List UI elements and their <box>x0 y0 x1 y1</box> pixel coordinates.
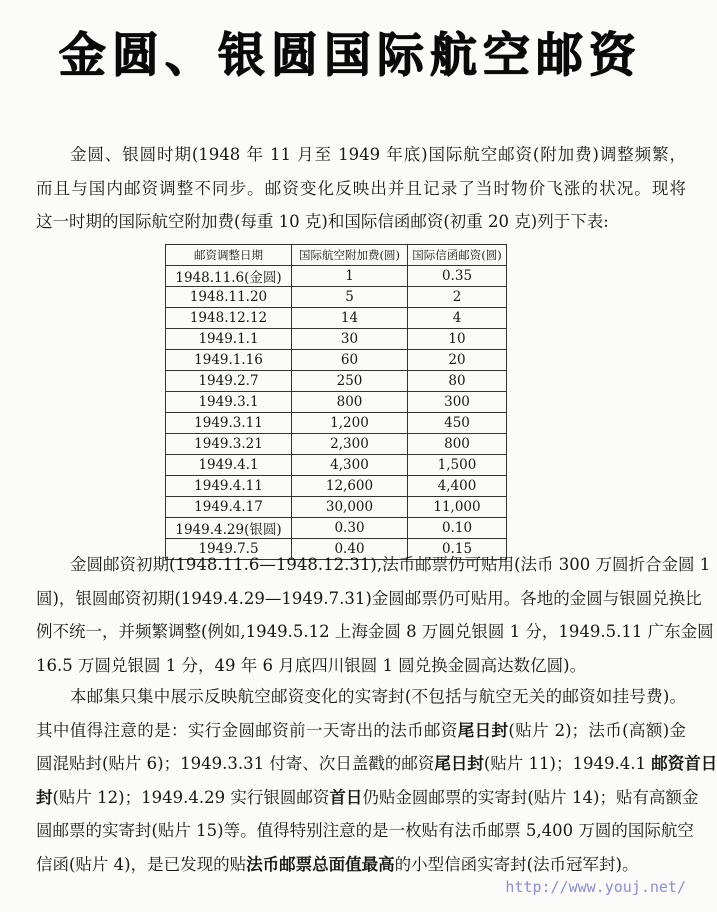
bold-emphasis: 邮资首日 <box>651 754 717 773</box>
text-line <box>36 781 699 815</box>
column-header: 国际航空附加费(圆) <box>292 245 408 266</box>
letter-rate-cell: 0.35 <box>408 266 507 287</box>
column-header: 邮资调整日期 <box>166 245 292 266</box>
letter-rate-cell: 2 <box>408 287 507 308</box>
airmail-surcharge-cell: 5 <box>292 287 408 308</box>
table-row <box>166 308 507 329</box>
airmail-surcharge-cell: 30 <box>292 329 408 350</box>
text-line <box>36 548 711 582</box>
text-line <box>36 814 694 848</box>
letter-rate-cell: 800 <box>408 434 507 455</box>
text-line <box>36 680 686 714</box>
text-line <box>36 747 717 781</box>
text-segment: 仍贴金圆邮票的实寄封(贴片 14)；贴有高额金 <box>362 787 699 807</box>
text-line <box>36 615 714 649</box>
text-segment: 而且与国内邮资调整不同步。邮资变化反映出并且记录了当时物价飞涨的状况。现将 <box>36 178 686 198</box>
table-row <box>166 392 507 413</box>
date-cell: 1949.4.1 <box>166 455 292 476</box>
letter-rate-cell: 450 <box>408 413 507 434</box>
exchange-paragraph <box>36 548 714 682</box>
bold-emphasis: 尾日封 <box>434 754 484 773</box>
text-segment: 16.5 万圆兑银圆 1 分，49 年 6 月底四川银圆 1 圆兑换金圆高达数亿圆)。 <box>36 655 587 675</box>
text-segment: 例不统一，并频繁调整(例如,1949.5.12 上海金圆 8 万圆兑银圆 1 分，1949.5.11 广东金圆 <box>36 622 714 641</box>
table-row <box>166 350 507 371</box>
intro-paragraph <box>36 138 686 239</box>
airmail-surcharge-cell: 250 <box>292 371 408 392</box>
text-segment: 的小型信函实寄封(法币冠军封)。 <box>394 854 639 874</box>
airmail-surcharge-cell: 14 <box>292 308 408 329</box>
letter-rate-cell: 4 <box>408 308 507 329</box>
text-segment: 这一时期的国际航空附加费(每重 10 克)和国际信函邮资(初重 20 克)列于下表: <box>36 212 609 231</box>
text-line <box>36 205 686 239</box>
letter-rate-cell: 300 <box>408 392 507 413</box>
text-segment: 金圆、银圆时期(1948 年 11 月至 1949 年底)国际航空邮资(附加费)调整频繁， <box>70 145 686 164</box>
table-row <box>166 413 507 434</box>
date-cell: 1949.4.17 <box>166 497 292 518</box>
date-cell: 1949.4.11 <box>166 476 292 497</box>
collection-paragraph <box>36 680 717 881</box>
page-title: 金圆、银圆国际航空邮资 <box>58 28 642 83</box>
letter-rate-cell: 1,500 <box>408 455 507 476</box>
airmail-surcharge-cell: 1 <box>292 266 408 287</box>
text-segment: 圆混贴封(贴片 6)；1949.3.31 付寄、次日盖戳的邮资 <box>36 754 435 773</box>
letter-rate-cell: 11,000 <box>408 497 507 518</box>
table-row <box>166 497 507 518</box>
airmail-surcharge-cell: 1,200 <box>292 413 408 434</box>
date-cell: 1949.2.7 <box>166 371 292 392</box>
airmail-surcharge-cell: 60 <box>292 350 408 371</box>
date-cell: 1949.7.5 <box>166 539 292 560</box>
date-cell: 1949.1.1 <box>166 329 292 350</box>
text-segment: (贴片 2)；法币(高额)金 <box>508 720 687 740</box>
text-line <box>36 714 686 748</box>
table-header-row <box>166 245 507 266</box>
text-segment: (贴片 11)；1949.4.1 <box>483 754 652 773</box>
airmail-surcharge-cell: 4,300 <box>292 455 408 476</box>
letter-rate-cell: 4,400 <box>408 476 507 497</box>
date-cell: 1949.3.11 <box>166 413 292 434</box>
table-row <box>166 518 507 539</box>
text-segment: 信函(贴片 4)，是已发现的贴 <box>36 854 247 874</box>
letter-rate-cell: 0.10 <box>408 518 507 539</box>
airmail-surcharge-cell: 0.40 <box>292 539 408 560</box>
airmail-surcharge-cell: 12,600 <box>292 476 408 497</box>
watermark-url: http://www.youj.net/ <box>505 878 686 896</box>
table-row <box>166 476 507 497</box>
letter-rate-cell: 20 <box>408 350 507 371</box>
text-segment: 本邮集只集中展示反映航空邮资变化的实寄封(不包括与航空无关的邮资如挂号费)。 <box>70 687 686 706</box>
date-cell: 1949.4.29(银圆) <box>166 518 292 539</box>
table-row <box>166 371 507 392</box>
letter-rate-cell: 10 <box>408 329 507 350</box>
text-segment: 其中值得注意的是：实行金圆邮资前一天寄出的法币邮资 <box>36 720 458 740</box>
table-row <box>166 455 507 476</box>
date-cell: 1949.3.1 <box>166 392 292 413</box>
text-line <box>36 138 686 172</box>
airmail-surcharge-cell: 0.30 <box>292 518 408 539</box>
text-line <box>36 172 686 206</box>
text-segment: (贴片 12)；1949.4.29 实行银圆邮资 <box>52 787 330 807</box>
text-segment: 金圆邮资初期(1948.11.6—1948.12.31),法币邮票仍可贴用(法币 300 万圆折合金圆 1 <box>70 555 711 574</box>
airmail-surcharge-cell: 30,000 <box>292 497 408 518</box>
letter-rate-cell: 0.15 <box>408 539 507 560</box>
date-cell: 1949.1.16 <box>166 350 292 371</box>
bold-emphasis: 尾日封 <box>457 720 509 740</box>
text-line <box>36 848 686 882</box>
airmail-surcharge-cell: 800 <box>292 392 408 413</box>
text-segment: 圆)，银圆邮资初期(1949.4.29—1949.7.31)金圆邮票仍可贴用。各地的金圆与银圆兑换比 <box>36 588 702 608</box>
column-header: 国际信函邮资(圆) <box>408 245 507 266</box>
airmail-surcharge-cell: 2,300 <box>292 434 408 455</box>
letter-rate-cell: 80 <box>408 371 507 392</box>
text-segment: 圆邮票的实寄封(贴片 15)等。值得特别注意的是一枚贴有法币邮票 5,400 万圆的国际航空 <box>36 821 694 840</box>
date-cell: 1948.11.20 <box>166 287 292 308</box>
table-row <box>166 434 507 455</box>
date-cell: 1948.11.6(金圆) <box>166 266 292 287</box>
date-cell: 1949.3.21 <box>166 434 292 455</box>
bold-emphasis: 法币邮票总面值最高 <box>246 854 395 874</box>
table-row <box>166 329 507 350</box>
text-line <box>36 649 686 683</box>
table-row <box>166 287 507 308</box>
bold-emphasis: 首日 <box>329 787 363 807</box>
text-line <box>36 582 702 616</box>
bold-emphasis: 封 <box>36 787 53 807</box>
postage-rate-table <box>165 244 507 560</box>
table-row <box>166 266 507 287</box>
date-cell: 1948.12.12 <box>166 308 292 329</box>
